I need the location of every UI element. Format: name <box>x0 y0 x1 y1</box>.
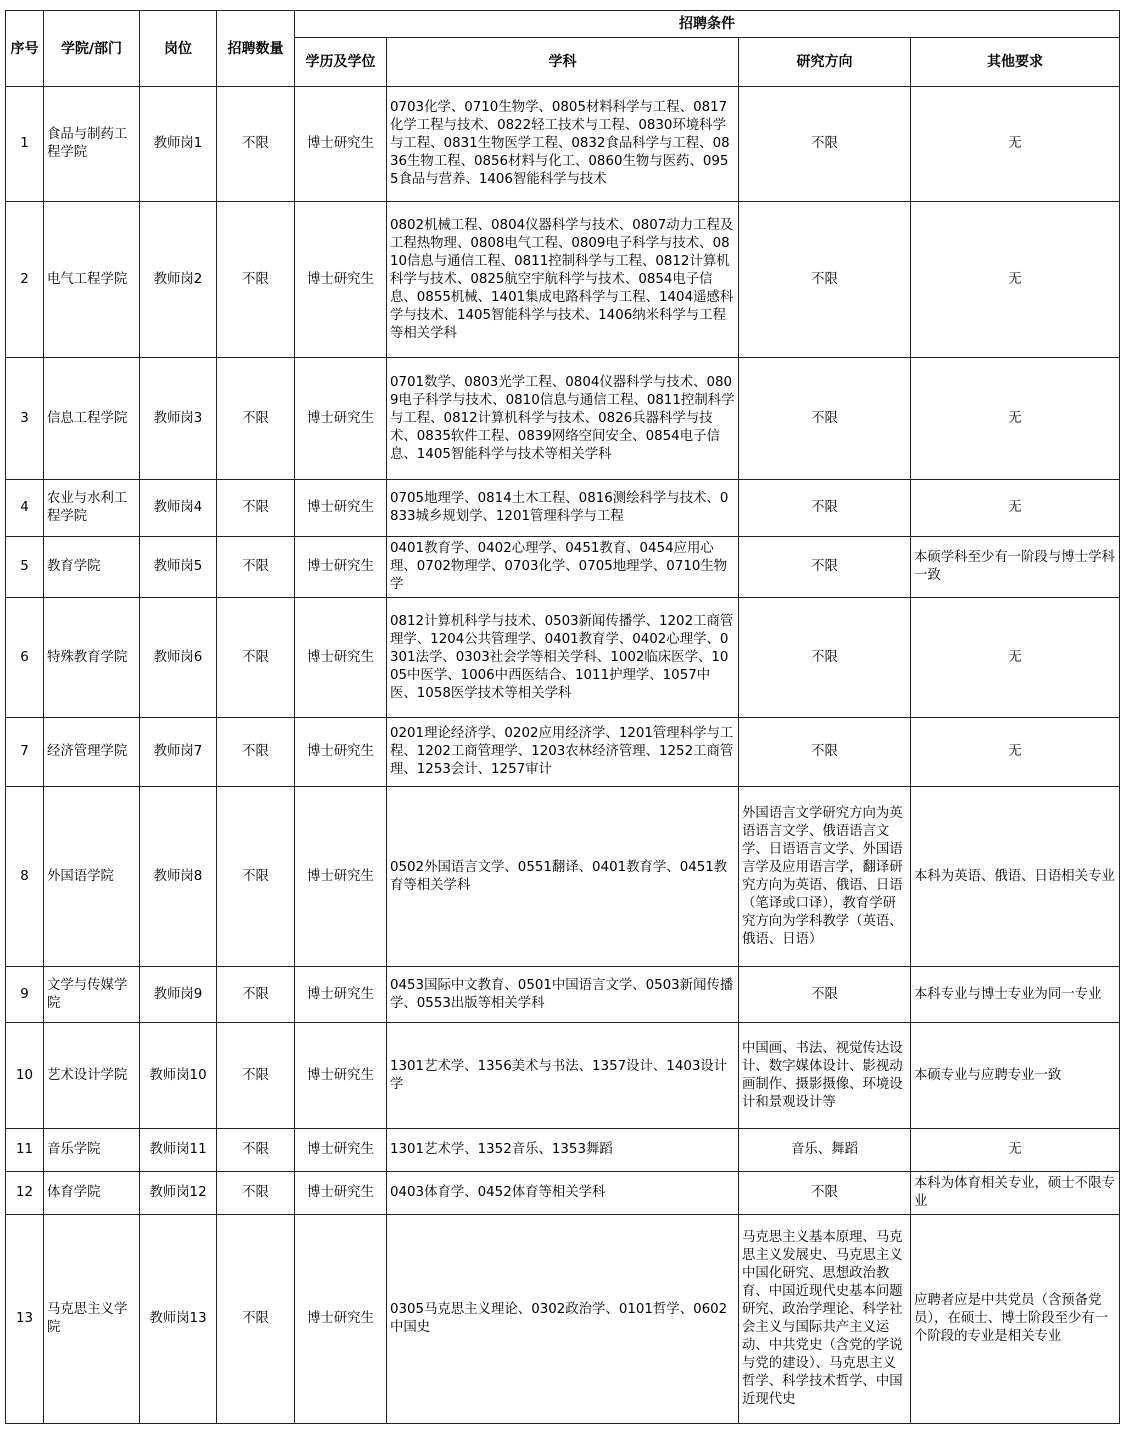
cell-post: 教师岗11 <box>140 1129 217 1172</box>
cell-seq: 7 <box>6 718 44 787</box>
cell-direction: 不限 <box>739 480 911 537</box>
table-row <box>6 358 1120 480</box>
cell-other: 无 <box>911 358 1120 480</box>
cell-dept: 外国语学院 <box>44 787 140 967</box>
cell-other: 无 <box>911 202 1120 358</box>
header-dept: 学院/部门 <box>44 11 140 87</box>
cell-direction: 不限 <box>739 718 911 787</box>
cell-subject: 0401教育学、0402心理学、0451教育、0454应用心理、0702物理学、0703化学、0705地理学、0710生物学 <box>387 537 739 598</box>
cell-count: 不限 <box>217 718 295 787</box>
recruitment-table <box>5 10 1120 1424</box>
cell-degree: 博士研究生 <box>295 1023 387 1129</box>
header-direction: 研究方向 <box>739 38 911 87</box>
cell-dept: 艺术设计学院 <box>44 1023 140 1129</box>
cell-other: 应聘者应是中共党员（含预备党员），在硕士、博士阶段至少有一个阶段的专业是相关专业 <box>911 1215 1120 1424</box>
cell-subject: 0453国际中文教育、0501中国语言文学、0503新闻传播学、0553出版等相关学科 <box>387 967 739 1023</box>
cell-direction: 不限 <box>739 1172 911 1215</box>
cell-dept: 电气工程学院 <box>44 202 140 358</box>
cell-subject: 1301艺术学、1352音乐、1353舞蹈 <box>387 1129 739 1172</box>
cell-degree: 博士研究生 <box>295 1129 387 1172</box>
table-row <box>6 787 1120 967</box>
cell-post: 教师岗2 <box>140 202 217 358</box>
cell-post: 教师岗5 <box>140 537 217 598</box>
cell-degree: 博士研究生 <box>295 202 387 358</box>
table-row <box>6 1215 1120 1424</box>
cell-post: 教师岗13 <box>140 1215 217 1424</box>
cell-count: 不限 <box>217 787 295 967</box>
header-other: 其他要求 <box>911 38 1120 87</box>
cell-degree: 博士研究生 <box>295 787 387 967</box>
cell-degree: 博士研究生 <box>295 1172 387 1215</box>
table-row <box>6 480 1120 537</box>
cell-dept: 教育学院 <box>44 537 140 598</box>
cell-degree: 博士研究生 <box>295 537 387 598</box>
cell-post: 教师岗6 <box>140 598 217 718</box>
cell-direction: 中国画、书法、视觉传达设计、数字媒体设计、影视动画制作、摄影摄像、环境设计和景观设计等 <box>739 1023 911 1129</box>
cell-seq: 5 <box>6 537 44 598</box>
cell-dept: 经济管理学院 <box>44 718 140 787</box>
cell-post: 教师岗1 <box>140 87 217 202</box>
cell-subject: 0703化学、0710生物学、0805材料科学与工程、0817化学工程与技术、0822轻工技术与工程、0830环境科学与工程、0831生物医学工程、0832食品科学与工程、0836生物工程、0856材料与化工、0860生物与医药、0955食品与营养、1406智能科学与技术 <box>387 87 739 202</box>
cell-other: 本科专业与博士专业为同一专业 <box>911 967 1120 1023</box>
cell-seq: 2 <box>6 202 44 358</box>
cell-count: 不限 <box>217 1129 295 1172</box>
table-row <box>6 967 1120 1023</box>
cell-count: 不限 <box>217 358 295 480</box>
cell-subject: 0502外国语言文学、0551翻译、0401教育学、0451教育等相关学科 <box>387 787 739 967</box>
cell-seq: 12 <box>6 1172 44 1215</box>
table-row <box>6 537 1120 598</box>
cell-other: 无 <box>911 87 1120 202</box>
cell-count: 不限 <box>217 537 295 598</box>
header-seq: 序号 <box>6 11 44 87</box>
cell-count: 不限 <box>217 480 295 537</box>
cell-post: 教师岗7 <box>140 718 217 787</box>
cell-subject: 0305马克思主义理论、0302政治学、0101哲学、0602中国史 <box>387 1215 739 1424</box>
cell-dept: 音乐学院 <box>44 1129 140 1172</box>
table-row <box>6 1023 1120 1129</box>
cell-subject: 0403体育学、0452体育等相关学科 <box>387 1172 739 1215</box>
cell-degree: 博士研究生 <box>295 358 387 480</box>
cell-dept: 体育学院 <box>44 1172 140 1215</box>
cell-subject: 0802机械工程、0804仪器科学与技术、0807动力工程及工程热物理、0808电气工程、0809电子科学与技术、0810信息与通信工程、0811控制科学与工程、0812计算机科学与技术、0825航空宇航科学与技术、0854电子信息、0855机械、1401集成电路科学与工程、1404遥感科学与技术、1405智能科学与技术、1406纳米科学与工程等相关学科 <box>387 202 739 358</box>
cell-dept: 信息工程学院 <box>44 358 140 480</box>
header-post: 岗位 <box>140 11 217 87</box>
cell-degree: 博士研究生 <box>295 967 387 1023</box>
cell-direction: 马克思主义基本原理、马克思主义发展史、马克思主义中国化研究、思想政治教育、中国近现代史基本问题研究、政治学理论、科学社会主义与国际共产主义运动、中共党史（含党的学说与党的建设）、马克思主义哲学、科学技术哲学、中国近现代史 <box>739 1215 911 1424</box>
cell-seq: 8 <box>6 787 44 967</box>
cell-post: 教师岗8 <box>140 787 217 967</box>
cell-seq: 1 <box>6 87 44 202</box>
cell-degree: 博士研究生 <box>295 480 387 537</box>
cell-direction: 音乐、舞蹈 <box>739 1129 911 1172</box>
cell-count: 不限 <box>217 1172 295 1215</box>
header-subject: 学科 <box>387 38 739 87</box>
cell-seq: 9 <box>6 967 44 1023</box>
cell-seq: 11 <box>6 1129 44 1172</box>
cell-seq: 10 <box>6 1023 44 1129</box>
cell-subject: 0812计算机科学与技术、0503新闻传播学、1202工商管理学、1204公共管理学、0401教育学、0402心理学、0301法学、0303社会学等相关学科、1002临床医学、1005中医学、1006中西医结合、1011护理学、1057中医、1058医学技术等相关学科 <box>387 598 739 718</box>
cell-direction: 不限 <box>739 202 911 358</box>
cell-other: 无 <box>911 1129 1120 1172</box>
cell-other: 本硕学科至少有一阶段与博士学科一致 <box>911 537 1120 598</box>
header-degree: 学历及学位 <box>295 38 387 87</box>
cell-other: 本硕专业与应聘专业一致 <box>911 1023 1120 1129</box>
table-row <box>6 1172 1120 1215</box>
cell-direction: 不限 <box>739 598 911 718</box>
cell-seq: 3 <box>6 358 44 480</box>
cell-post: 教师岗4 <box>140 480 217 537</box>
cell-count: 不限 <box>217 598 295 718</box>
cell-dept: 马克思主义学院 <box>44 1215 140 1424</box>
table-row <box>6 718 1120 787</box>
cell-direction: 不限 <box>739 967 911 1023</box>
cell-dept: 农业与水利工程学院 <box>44 480 140 537</box>
cell-direction: 不限 <box>739 87 911 202</box>
cell-dept: 特殊教育学院 <box>44 598 140 718</box>
cell-dept: 食品与制药工程学院 <box>44 87 140 202</box>
cell-other: 无 <box>911 718 1120 787</box>
cell-seq: 4 <box>6 480 44 537</box>
cell-count: 不限 <box>217 87 295 202</box>
cell-other: 本科为英语、俄语、日语相关专业 <box>911 787 1120 967</box>
cell-count: 不限 <box>217 202 295 358</box>
table-row <box>6 202 1120 358</box>
cell-count: 不限 <box>217 1215 295 1424</box>
cell-count: 不限 <box>217 967 295 1023</box>
cell-subject: 0701数学、0803光学工程、0804仪器科学与技术、0809电子科学与技术、0810信息与通信工程、0811控制科学与工程、0812计算机科学与技术、0826兵器科学与技术、0835软件工程、0839网络空间安全、0854电子信息、1405智能科学与技术等相关学科 <box>387 358 739 480</box>
cell-direction: 外国语言文学研究方向为英语语言文学、俄语语言文学、日语语言文学、外国语言学及应用语言学，翻译研究方向为英语、俄语、日语（笔译或口译），教育学研究方向为学科教学（英语、俄语、日语） <box>739 787 911 967</box>
cell-other: 无 <box>911 598 1120 718</box>
table-row <box>6 1129 1120 1172</box>
cell-dept: 文学与传媒学院 <box>44 967 140 1023</box>
table-row <box>6 87 1120 202</box>
cell-post: 教师岗9 <box>140 967 217 1023</box>
cell-seq: 13 <box>6 1215 44 1424</box>
header-conditions: 招聘条件 <box>295 11 1120 38</box>
cell-degree: 博士研究生 <box>295 87 387 202</box>
cell-direction: 不限 <box>739 537 911 598</box>
cell-degree: 博士研究生 <box>295 598 387 718</box>
header-count: 招聘数量 <box>217 11 295 87</box>
cell-other: 本科为体育相关专业，硕士不限专业 <box>911 1172 1120 1215</box>
cell-count: 不限 <box>217 1023 295 1129</box>
cell-subject: 0201理论经济学、0202应用经济学、1201管理科学与工程、1202工商管理学、1203农林经济管理、1252工商管理、1253会计、1257审计 <box>387 718 739 787</box>
cell-other: 无 <box>911 480 1120 537</box>
cell-degree: 博士研究生 <box>295 1215 387 1424</box>
cell-direction: 不限 <box>739 358 911 480</box>
cell-subject: 0705地理学、0814土木工程、0816测绘科学与技术、0833城乡规划学、1201管理科学与工程 <box>387 480 739 537</box>
cell-subject: 1301艺术学、1356美术与书法、1357设计、1403设计学 <box>387 1023 739 1129</box>
cell-post: 教师岗10 <box>140 1023 217 1129</box>
table-row <box>6 598 1120 718</box>
cell-seq: 6 <box>6 598 44 718</box>
cell-post: 教师岗12 <box>140 1172 217 1215</box>
cell-post: 教师岗3 <box>140 358 217 480</box>
cell-degree: 博士研究生 <box>295 718 387 787</box>
